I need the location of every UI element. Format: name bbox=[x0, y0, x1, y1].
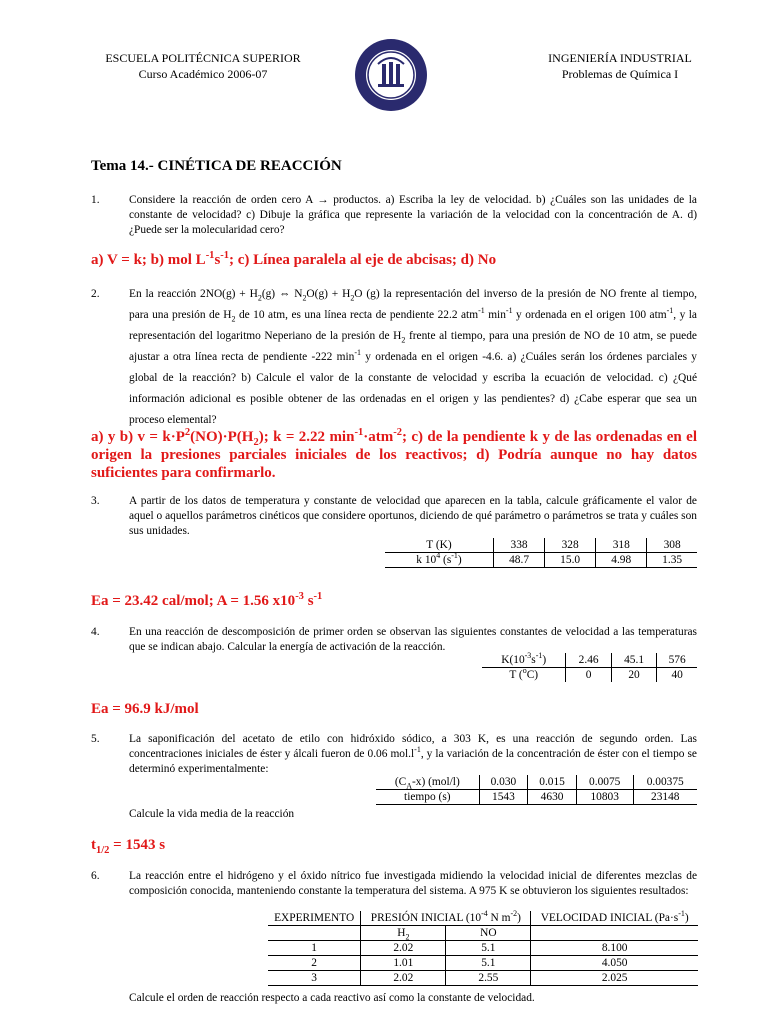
answer-part: ; c) Línea paralela al eje de abcisas; d) No bbox=[229, 252, 497, 268]
question-text: Calcule el orden de reacción respecto a cada reactivo así como la constante de velocidad. bbox=[129, 992, 535, 1004]
table-cell: 5.1 bbox=[446, 956, 531, 971]
table-cell: 318 bbox=[596, 538, 647, 553]
superscript: -1 bbox=[220, 250, 230, 261]
question-6 bbox=[91, 869, 697, 899]
table-row bbox=[268, 926, 698, 941]
row-label: $(C_A-x)$ (mol/l) bbox=[394, 776, 460, 791]
superscript: -1 bbox=[205, 250, 215, 261]
question-text: La reacción entre el hidrógeno y el óxido nítrico fue investigada midiendo la velocidad inicial de diferentes mezclas de composición conocida, manteniendo constante la temperatura del sistema. A 975 K se obtuvieron los siguientes resultados: bbox=[129, 870, 697, 897]
table-cell: 2.46 bbox=[566, 653, 611, 668]
table-row bbox=[482, 653, 697, 668]
question-4 bbox=[91, 625, 697, 655]
question-text: Calcule la vida media de la reacción bbox=[129, 808, 295, 820]
answer-3: Ea = 23.42 cal/mol; A = 1.56 $x10^{-3}$ $s^{-1}$ bbox=[91, 591, 323, 609]
table-row bbox=[268, 971, 698, 986]
table-cell: 0 bbox=[566, 668, 611, 683]
row-label: T ($^o$C) bbox=[509, 666, 539, 681]
table-cell: 8.100 bbox=[531, 941, 698, 956]
table-cell: 5.1 bbox=[446, 941, 531, 956]
header-cell: NO bbox=[446, 926, 531, 941]
question-number: 5. bbox=[91, 733, 100, 745]
table-5 bbox=[376, 775, 697, 805]
table-cell: 10803 bbox=[576, 790, 633, 805]
table-cell: 23148 bbox=[633, 790, 697, 805]
university-seal bbox=[354, 38, 428, 112]
table-row bbox=[482, 668, 697, 683]
header-left bbox=[88, 50, 318, 82]
table-cell: 2.02 bbox=[361, 971, 446, 986]
header-cell: EXPERIMENTO bbox=[274, 912, 355, 924]
academic-year: Curso Académico 2006-07 bbox=[138, 67, 268, 81]
table-row bbox=[268, 911, 698, 926]
table-cell: 308 bbox=[647, 538, 697, 553]
degree-name: INGENIERÍA INDUSTRIAL bbox=[548, 51, 692, 65]
table-cell: 2.02 bbox=[361, 941, 446, 956]
answer-4: Ea = 96.9 kJ/mol bbox=[91, 701, 199, 717]
question-text: La saponificación del acetato de etilo con hidróxido sódico, a 303 K, es una reacción de segundo orden. Las concentraciones iniciales de éster y álcali fueron de 0.06 $mol.l^{-1}$, y la variación de la concentración de éster con el tiempo se determinó experimentalmente: bbox=[129, 733, 697, 775]
answer-1 bbox=[91, 251, 697, 269]
table-cell: 48.7 bbox=[494, 553, 545, 568]
table-cell: 576 bbox=[657, 653, 697, 668]
answer-2: a) y b) $v = k\cdot P^2(NO)\cdot P(H_2)$; k = 2.22 $\min^{-1}\cdot atm^{-2}$; c) de la pendiente k y de las ordenadas en el origen la presiones parciales iniciales de los reactivos; d) Podría aunque no hay datos suficientes para confirmarlo. bbox=[91, 427, 697, 481]
table-row bbox=[376, 775, 697, 790]
table-cell: 20 bbox=[611, 668, 656, 683]
table-row bbox=[385, 553, 697, 568]
table-cell: 3 bbox=[311, 972, 317, 984]
question-3 bbox=[91, 494, 697, 539]
answer-part: a) V = k; b) mol L bbox=[91, 252, 206, 268]
table-cell: 2 bbox=[311, 957, 317, 969]
table-cell: 328 bbox=[545, 538, 596, 553]
question-number: 3. bbox=[91, 495, 100, 507]
header-right bbox=[520, 50, 720, 82]
table-cell: 15.0 bbox=[545, 553, 596, 568]
table-cell: 45.1 bbox=[611, 653, 656, 668]
table-cell: 1.35 bbox=[647, 553, 697, 568]
question-number: 1. bbox=[91, 194, 100, 206]
row-label: k $10^4$ $(s^{-1})$ bbox=[385, 553, 494, 568]
question-text: Considere la reacción de orden cero A → productos. a) Escriba la ley de velocidad. b) ¿Cuáles son las unidades de la constante de velocidad? c) Dibuje la gráfica que represente la variación de la velocidad con la concentración de A. d) ¿Puede ser la molecularidad cero? bbox=[129, 194, 697, 236]
table-cell: 2.025 bbox=[531, 971, 698, 986]
table-cell: 4630 bbox=[528, 790, 577, 805]
course-name: Problemas de Química I bbox=[561, 67, 679, 81]
question-number: 6. bbox=[91, 870, 100, 882]
header-cell: VELOCIDAD INICIAL $(Pa\cdot s^{-1})$ bbox=[531, 911, 698, 926]
table-row bbox=[376, 790, 697, 805]
question-1 bbox=[91, 193, 697, 238]
table-cell: 4.050 bbox=[531, 956, 698, 971]
question-number: 4. bbox=[91, 626, 100, 638]
question-5-followup bbox=[91, 807, 697, 822]
row-label: T (K) bbox=[426, 539, 452, 551]
row-label: $K(10^{-3}s^{-1})$ bbox=[501, 651, 547, 666]
question-text: En una reacción de descomposición de primer orden se observan las siguientes constantes de velocidad a las temperaturas que se indican abajo. Calcular la energía de activación de la reacción. bbox=[129, 626, 697, 653]
page-title: Tema 14.- CINÉTICA DE REACCIÓN bbox=[91, 158, 342, 174]
table-cell: 40 bbox=[657, 668, 697, 683]
table-row bbox=[268, 941, 698, 956]
question-number: 2. bbox=[91, 288, 100, 300]
question-6-followup bbox=[91, 991, 697, 1006]
header-cell: $H_2$ bbox=[361, 926, 446, 941]
table-cell: 4.98 bbox=[596, 553, 647, 568]
question-5 bbox=[91, 732, 697, 777]
row-label: tiempo (s) bbox=[404, 791, 451, 803]
header-cell: PRESIÓN INICIAL ($10^{-4}$ N $m^{-2}$) bbox=[361, 911, 531, 926]
table-cell: 0.030 bbox=[479, 775, 528, 790]
table-row bbox=[268, 956, 698, 971]
table-cell: 0.0075 bbox=[576, 775, 633, 790]
question-text: En la reacción $2NO(g) + H_2(g)$ ⇔ $N_2O(g) + H_2O$ (g) la representación del inverso de la presión de NO frente al tiempo, para una presión de $H_2$ de 10 atm, es una línea recta de pendiente 22.2 atm$^{-1}$ $\min^{-1} y$ ordenada en el origen 100 atm$^{-1}$, y la representación del logaritmo Neperiano de la presión de $H_2$ frente al tiempo, para una presión de NO de 10 atm, se puede ajustar a otra línea recta de pendiente -222 $\min^{-1} y$ ordenada en el origen -4.6. a) ¿Cuáles serán los órdenes parciales y global de la reacción? b) Calcule el valor de la constante de velocidad y escriba la ecuación de velocidad. c) ¿Qué información adicional es posible obtener de las ordenadas en el origen y las pendientes? d) ¿Cabe esperar que sea un proceso elemental? bbox=[129, 288, 698, 426]
table-6 bbox=[268, 911, 698, 986]
table-3 bbox=[385, 538, 697, 568]
table-cell: 1 bbox=[311, 942, 317, 954]
table-cell: 1543 bbox=[479, 790, 528, 805]
table-cell: 0.015 bbox=[528, 775, 577, 790]
table-cell: 2.55 bbox=[446, 971, 531, 986]
answer-5: $t_{1/2} = 1543$ s bbox=[91, 837, 166, 856]
table-row bbox=[385, 538, 697, 553]
table-cell: 0.00375 bbox=[633, 775, 697, 790]
answer-part: s bbox=[214, 252, 221, 268]
table-4 bbox=[482, 653, 697, 682]
table-cell: 338 bbox=[494, 538, 545, 553]
question-text: A partir de los datos de temperatura y constante de velocidad que aparecen en la tabla, calcule gráficamente el valor de aquel o aquellos parámetros cinéticos que considere oportunos, diciendo de qué parámetro o parámetros se trata y cuáles son sus unidades. bbox=[129, 495, 697, 537]
question-2 bbox=[91, 284, 697, 431]
table-cell: 1.01 bbox=[361, 956, 446, 971]
school-name: ESCUELA POLITÉCNICA SUPERIOR bbox=[105, 51, 301, 65]
